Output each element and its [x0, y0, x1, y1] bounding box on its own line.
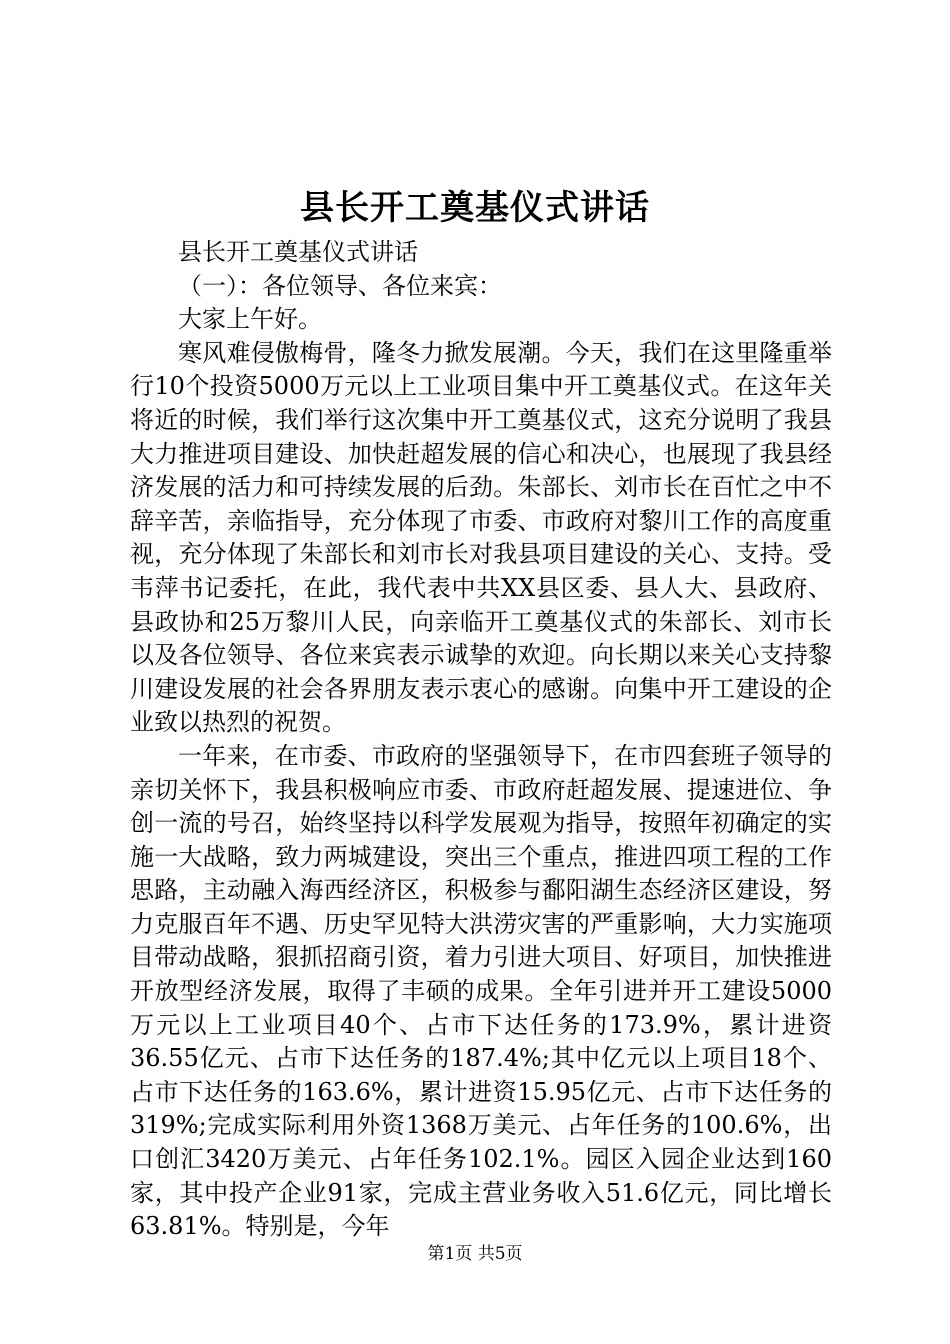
document-body	[130, 236, 832, 1244]
paragraph-salutation: （一）：各位领导、各位来宾：	[178, 271, 502, 300]
paragraph-achievements: 一年来，在市委、市政府的坚强领导下，在市四套班子领导的亲切关怀下，我县积极响应市委、市政府赶超发展、提速进位、争创一流的号召，始终坚持以科学发展观为指导，按照年初确定的实施一大战略，致力两城建设，突出三个重点，推进四项工程的工作思路，主动融入海西经济区，积极参与鄱阳湖生态经济区建设，努力克服百年不遇、历史罕见特大洪涝灾害的严重影响，大力实施项目带动战略，狠抓招商引资，着力引进大项目、好项目，加快推进开放型经济发展，取得了丰硕的成果。全年引进并开工建设5000万元以上工业项目40个、占市下达任务的173.9%，累计进资36.55亿元、占市下达任务的187.4%;其中亿元以上项目18个、占市下达任务的163.6%，累计进资15.95亿元、占市下达任务的319%;完成实际利用外资1368万美元、占年任务的100.6%，出口创汇3420万美元、占年任务102.1%。园区入园企业达到160家，其中投产企业91家，完成主营业务收入51.6亿元，同比增长63.81%。特别是，今年	[130, 741, 832, 1241]
paragraph-welcome: 寒风难侵傲梅骨，隆冬力掀发展潮。今天，我们在这里隆重举行10个投资5000万元以上工业项目集中开工奠基仪式。在这年关将近的时候，我们举行这次集中开工奠基仪式，这充分说明了我县大力推进项目建设、加快赶超发展的信心和决心，也展现了我县经济发展的活力和可持续发展的后劲。朱部长、刘市长在百忙之中不辞辛苦，亲临指导，充分体现了市委、市政府对黎川工作的高度重视，充分体现了朱部长和刘市长对我县项目建设的关心、支持。受韦萍书记委托，在此，我代表中共XX县区委、县人大、县政府、县政协和25万黎川人民，向亲临开工奠基仪式的朱部长、刘市长以及各位领导、各位来宾表示诚挚的欢迎。向长期以来关心支持黎川建设发展的社会各界朋友表示衷心的感谢。向集中开工建设的企业致以热烈的祝贺。	[130, 338, 832, 737]
paragraph-subtitle: 县长开工奠基仪式讲话	[178, 238, 418, 266]
page-number-footer: 第1页 共5页	[427, 1244, 523, 1264]
paragraph-greeting: 大家上午好。	[178, 305, 322, 334]
document-title: 县长开工奠基仪式讲话	[300, 188, 650, 228]
